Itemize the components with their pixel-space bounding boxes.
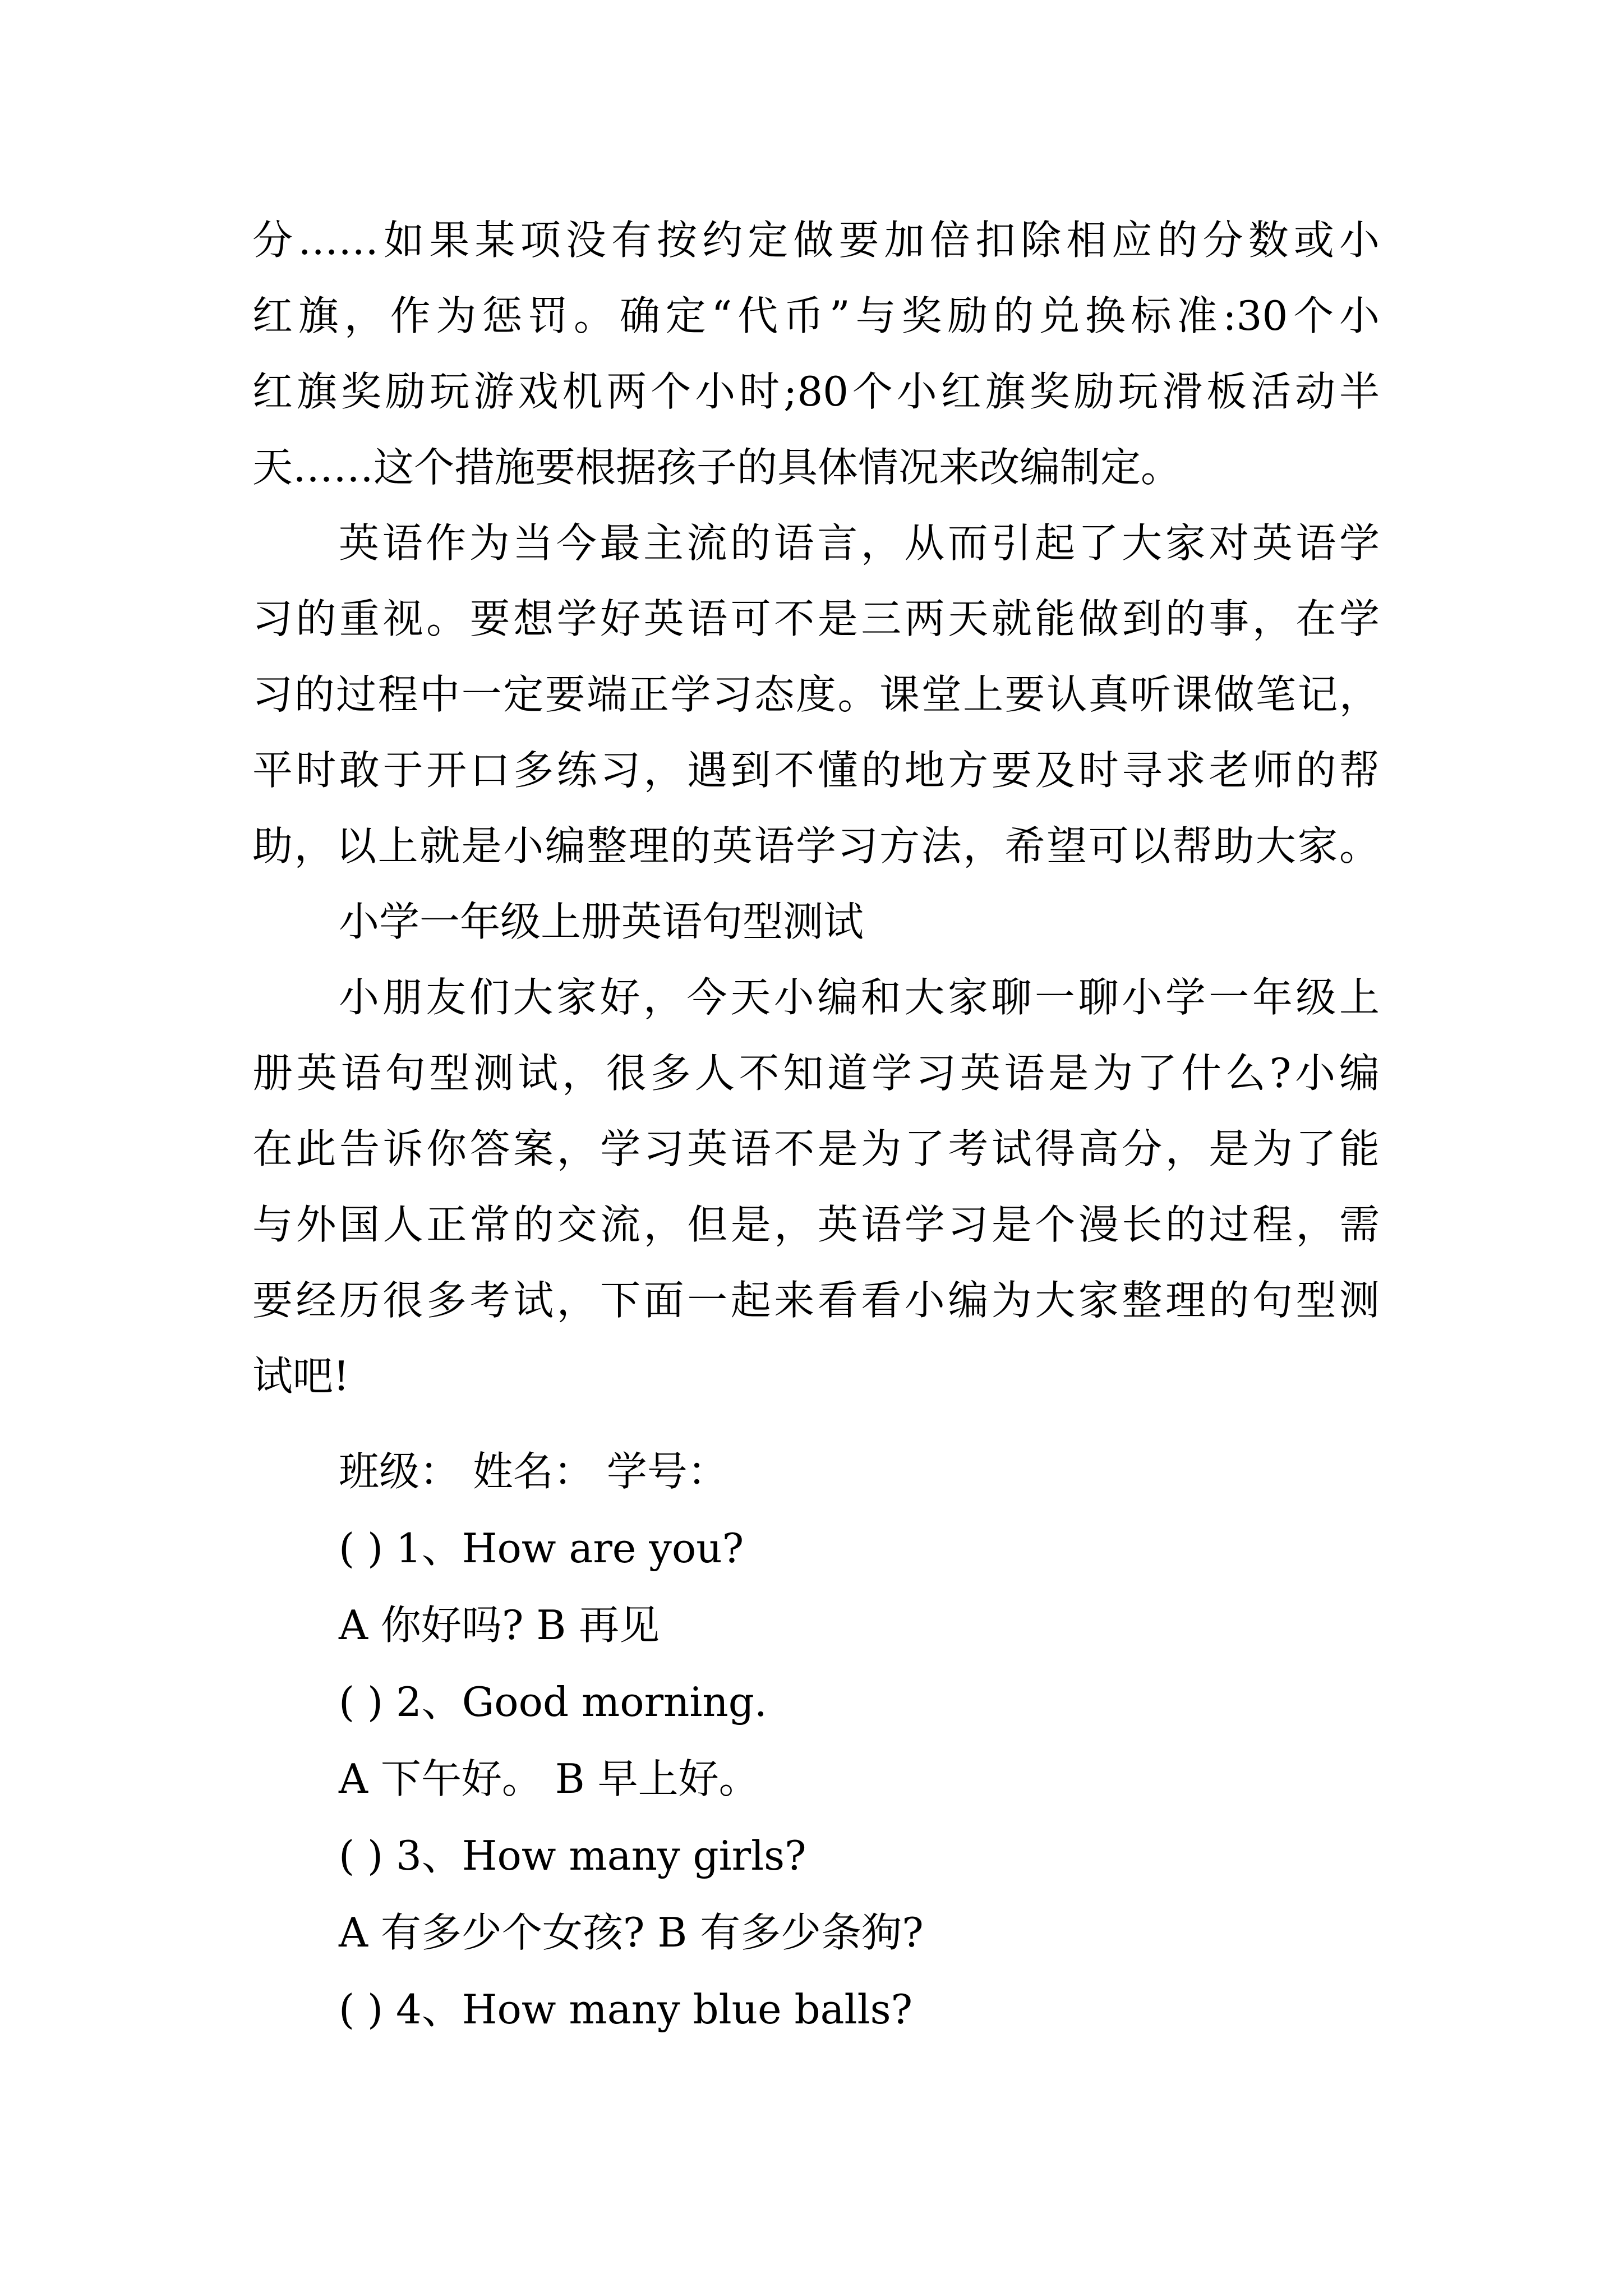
- paragraph-3-line-2: 册英语句型测试，很多人不知道学习英语是为了什么?小编: [252, 1050, 1380, 1097]
- paragraph-3-line-3: 在此告诉你答案，学习英语不是为了考试得高分，是为了能: [252, 1125, 1380, 1172]
- paragraph-2-line-1: 英语作为当今最主流的语言，从而引起了大家对英语学: [339, 519, 1380, 567]
- quiz-question-3: ( ) 3、How many girls?: [339, 1832, 806, 1879]
- section-heading: 小学一年级上册英语句型测试: [339, 898, 864, 945]
- paragraph-1-line-1: 分……如果某项没有按约定做要加倍扣除相应的分数或小: [252, 217, 1380, 264]
- paragraph-2-line-2: 习的重视。要想学好英语可不是三两天就能做到的事，在学: [252, 595, 1380, 642]
- quiz-question-1: ( ) 1、How are you?: [339, 1525, 744, 1572]
- quiz-options-1: A 你好吗? B 再见: [339, 1602, 660, 1649]
- student-info-line: 班级： 姓名： 学号：: [339, 1448, 728, 1495]
- paragraph-2-line-3: 习的过程中一定要端正学习态度。课堂上要认真听课做笔记，: [252, 671, 1380, 718]
- paragraph-1-line-2: 红旗，作为惩罚。确定“代币”与奖励的兑换标准:30个小: [252, 292, 1380, 339]
- paragraph-2-line-5: 助，以上就是小编整理的英语学习方法，希望可以帮助大家。: [252, 822, 1380, 869]
- paragraph-1-line-4: 天……这个措施要根据孩子的具体情况来改编制定。: [252, 444, 1182, 491]
- paragraph-3-line-5: 要经历很多考试，下面一起来看看小编为大家整理的句型测: [252, 1277, 1380, 1324]
- paragraph-3-line-6: 试吧!: [252, 1352, 349, 1400]
- quiz-question-4: ( ) 4、How many blue balls?: [339, 1986, 913, 2033]
- paragraph-3-line-4: 与外国人正常的交流，但是，英语学习是个漫长的过程，需: [252, 1201, 1380, 1248]
- paragraph-2-line-4: 平时敢于开口多练习，遇到不懂的地方要及时寻求老师的帮: [252, 747, 1380, 794]
- quiz-question-2: ( ) 2、Good morning.: [339, 1678, 767, 1726]
- quiz-options-3: A 有多少个女孩? B 有多少条狗?: [339, 1909, 924, 1956]
- quiz-options-2: A 下午好。 B 早上好。: [339, 1755, 759, 1802]
- paragraph-1-line-3: 红旗奖励玩游戏机两个小时;80个小红旗奖励玩滑板活动半: [252, 368, 1380, 415]
- paragraph-3-line-1: 小朋友们大家好，今天小编和大家聊一聊小学一年级上: [339, 974, 1380, 1021]
